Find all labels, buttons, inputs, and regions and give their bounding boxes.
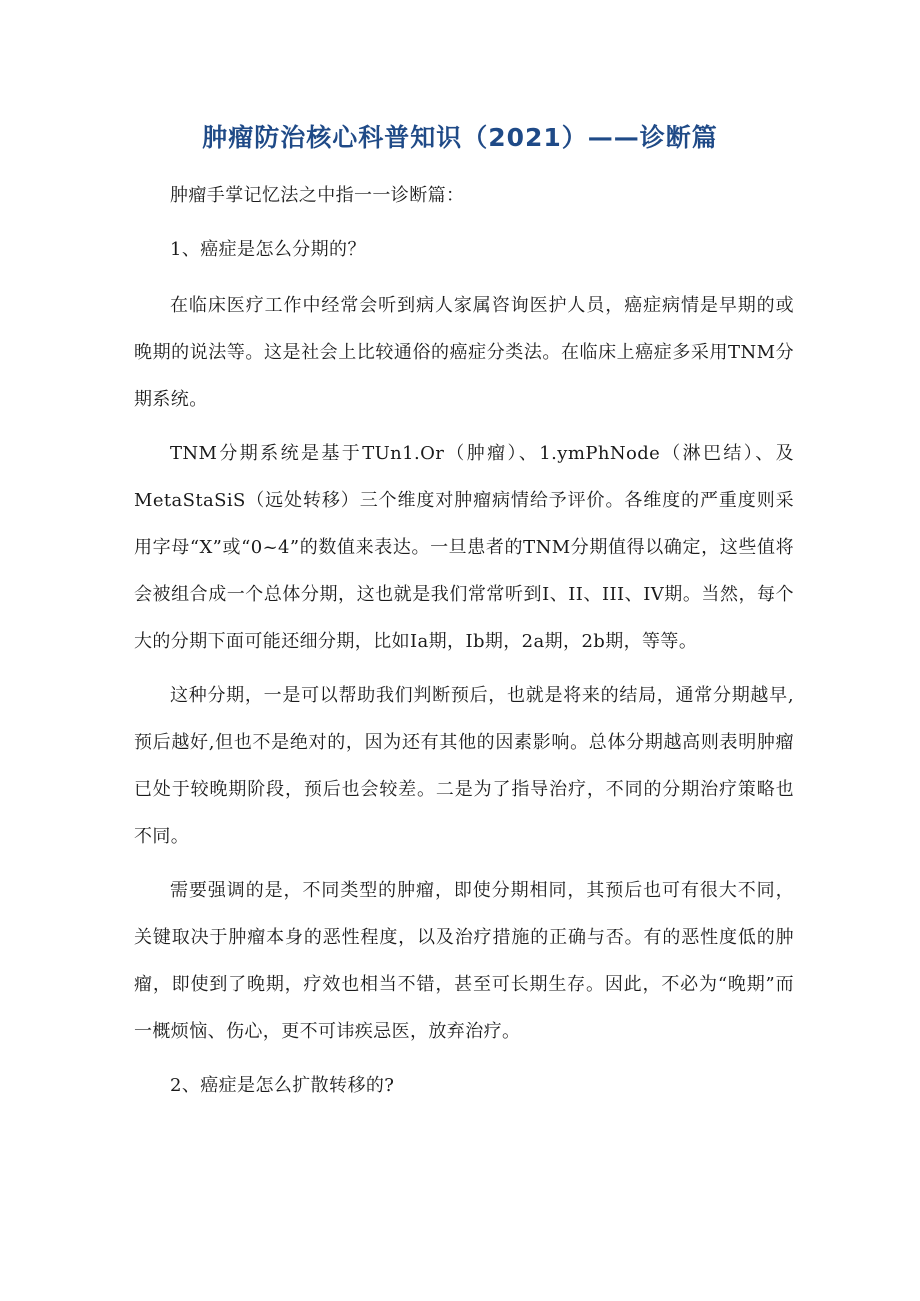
section-heading-staging: 1、癌症是怎么分期的？ [170,239,366,260]
intro-paragraph: 肿瘤手掌记忆法之中指一一诊断篇： [170,185,465,206]
paragraph: 需要强调的是，不同类型的肿瘤，即使分期相同，其预后也可有很大不同，关键取决于肿瘤本身的恶性程度，以及治疗措施的正确与否。有的恶性度低的肿瘤，即使到了晚期，疗效也相当不错，甚至可长期生存。因此，不必为“晚期”而一概烦恼、伤心，更不可讳疾忌医，放弃治疗。 [134,880,794,1042]
document-title: 肿瘤防治核心科普知识（2021）——诊断篇 [202,123,718,152]
section-heading-metastasis: 2、癌症是怎么扩散转移的? [170,1075,395,1096]
paragraph: 这种分期，一是可以帮助我们判断预后，也就是将来的结局，通常分期越早,预后越好,但也不是绝对的，因为还有其他的因素影响。总体分期越高则表明肿瘤已处于较晚期阶段，预后也会较差。二是为了指导治疗，不同的分期治疗策略也不同。 [134,685,794,847]
document-body [134,172,794,1118]
paragraph: TNM分期系统是基于TUn1.Or（肿瘤）、1.ymPhNode（淋巴结）、及MetaStaSiS（远处转移）三个维度对肿瘤病情给予评价。各维度的严重度则采用字母“X”或“0~4”的数值来表达。一旦患者的TNM分期值得以确定，这些值将会被组合成一个总体分期，这也就是我们常常听到I、II、III、IV期。当然，每个大的分期下面可能还细分期，比如Ia期，Ib期，2a期，2b期，等等。 [134,443,794,652]
paragraph: 在临床医疗工作中经常会听到病人家属咨询医护人员，癌症病情是早期的或晚期的说法等。这是社会上比较通俗的癌症分类法。在临床上癌症多采用TNM分期系统。 [134,295,794,410]
